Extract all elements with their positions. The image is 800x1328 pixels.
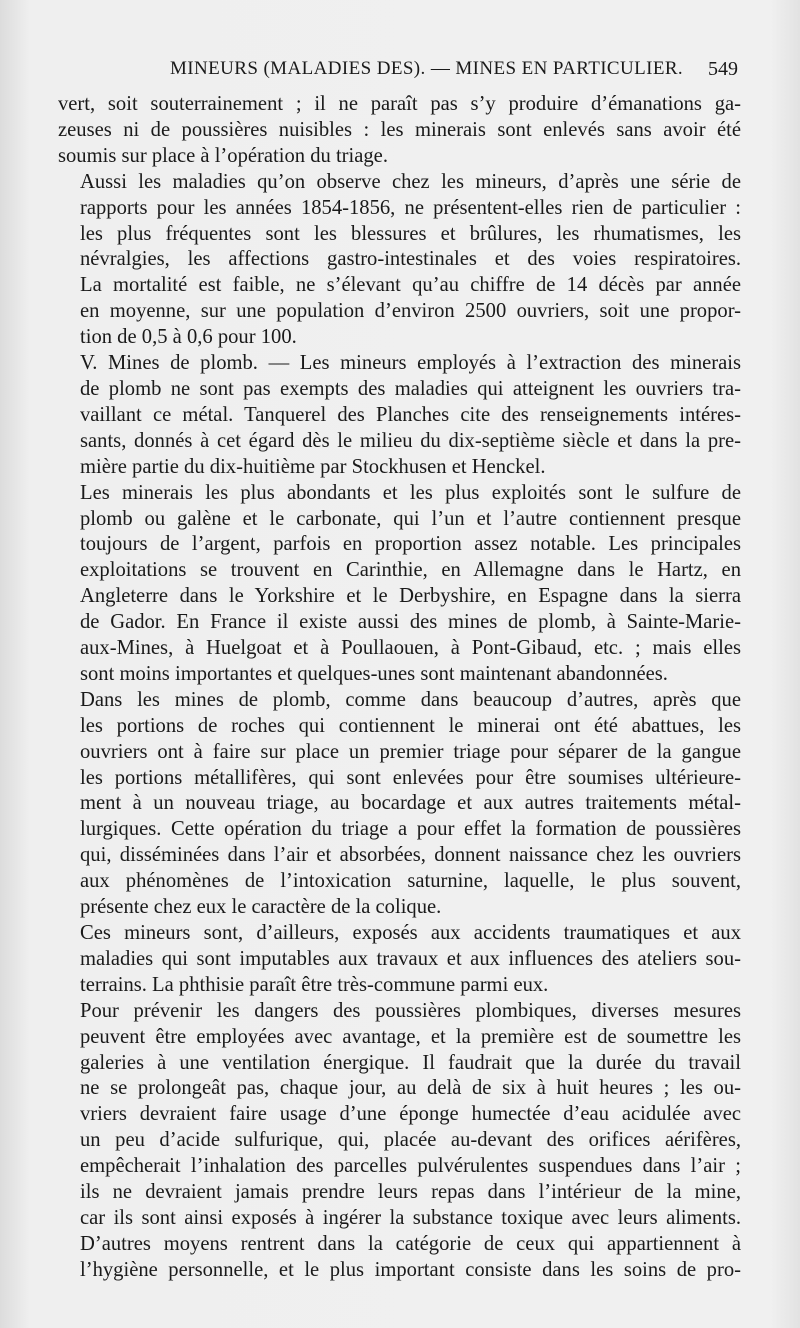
paragraph-7 — [58, 999, 741, 1284]
body-text — [58, 92, 741, 1284]
text-line: ils ne devraient jamais prendre leurs repas dans l’intérieur de la mine, — [80, 1181, 741, 1204]
text-line: zeuses ni de poussières nuisibles : les minerais sont enlevés sans avoir été — [58, 118, 741, 141]
text-line: ouvriers ont à faire sur place un premier triage pour séparer de la gangue — [80, 740, 741, 763]
text-line: soumis sur place à l’opération du triage. — [58, 144, 388, 167]
text-line: vaillant ce métal. Tanquerel des Planches cite des renseignements intéres- — [80, 403, 741, 426]
text-line: Angleterre dans le Yorkshire et le Derbyshire, en Espagne dans la sierra — [80, 585, 741, 608]
text-line: Dans les mines de plomb, comme dans beaucoup d’autres, après que — [80, 688, 741, 711]
page-number: 549 — [708, 58, 738, 80]
text-line: les portions métallifères, qui sont enlevées pour être soumises ultérieure- — [80, 766, 741, 789]
text-line: les plus fréquentes sont les blessures et brûlures, les rhumatismes, les — [80, 222, 741, 245]
running-title: MINEURS (MALADIES DES). — MINES EN PARTICULIER. — [170, 58, 684, 79]
text-line: Les minerais les plus abondants et les plus exploités sont le sulfure de — [80, 481, 741, 504]
paragraph-5 — [58, 688, 741, 921]
paragraph-2 — [58, 170, 741, 351]
text-line: exploitations se trouvent en Carinthie, en Allemagne dans le Hartz, en — [80, 559, 741, 582]
text-line: aux phénomènes de l’intoxication saturnine, laquelle, le plus souvent, — [80, 870, 741, 893]
text-line: D’autres moyens rentrent dans la catégorie de ceux qui appartiennent à — [80, 1232, 741, 1255]
paragraph-1 — [58, 92, 741, 170]
text-line: terrains. La phthisie paraît être très-commune parmi eux. — [80, 973, 549, 996]
text-line: ne se prolongeât pas, chaque jour, au delà de six à huit heures ; les ou- — [80, 1077, 741, 1100]
text-line: l’hygiène personnelle, et le plus important consiste dans les soins de pro- — [80, 1258, 741, 1281]
text-line: plomb ou galène et le carbonate, qui l’un et l’autre contiennent presque — [80, 507, 741, 530]
text-line: car ils sont ainsi exposés à ingérer la substance toxique avec leurs aliments. — [80, 1206, 741, 1229]
text-line: aux-Mines, à Huelgoat et à Poullaouen, à Pont-Gibaud, etc. ; mais elles — [80, 637, 741, 660]
text-line: Pour prévenir les dangers des poussières plombiques, diverses mesures — [80, 999, 741, 1022]
paragraph-3-section-v — [58, 351, 741, 481]
text-line: toujours de l’argent, parfois en proportion assez notable. Les principales — [80, 533, 741, 556]
text-line: de plomb ne sont pas exempts des maladies qui atteignent les ouvriers tra- — [80, 377, 741, 400]
text-line: lurgiques. Cette opération du triage a pour effet la formation de poussières — [80, 818, 741, 841]
text-line: La mortalité est faible, ne s’élevant qu’au chiffre de 14 décès par année — [80, 274, 741, 297]
page-header — [58, 58, 738, 88]
text-line: vriers devraient faire usage d’une éponge humectée d’eau acidulée avec — [80, 1103, 741, 1126]
text-line: sants, donnés à cet égard dès le milieu du dix-septième siècle et dans la pre- — [80, 429, 741, 452]
text-line: peuvent être employées avec avantage, et la première est de soumettre les — [80, 1025, 741, 1048]
text-line: qui, disséminées dans l’air et absorbées, donnent naissance chez les ouvriers — [80, 844, 741, 867]
text-line: mière partie du dix-huitième par Stockhusen et Henckel. — [80, 455, 546, 478]
text-line: un peu d’acide sulfurique, qui, placée au-devant des orifices aérifères, — [80, 1129, 741, 1152]
text-line: en moyenne, sur une population d’environ 2500 ouvriers, soit une propor- — [80, 300, 741, 323]
text-line: les portions de roches qui contiennent le minerai ont été abattues, les — [80, 714, 741, 737]
paragraph-4 — [58, 481, 741, 688]
text-line: rapports pour les années 1854-1856, ne présentent-elles rien de particulier : — [80, 196, 741, 219]
text-line: sont moins importantes et quelques-unes sont maintenant abandonnées. — [80, 662, 668, 685]
text-line: de Gador. En France il existe aussi des mines de plomb, à Sainte-Marie- — [80, 611, 741, 634]
text-line: empêcherait l’inhalation des parcelles pulvérulentes suspendues dans l’air ; — [80, 1155, 741, 1178]
text-line: ment à un nouveau triage, au bocardage et aux autres traitements métal- — [80, 792, 741, 815]
text-line: névralgies, les affections gastro-intestinales et des voies respiratoires. — [80, 248, 741, 271]
text-line: vert, soit souterrainement ; il ne paraît pas s’y produire d’émanations ga- — [58, 93, 741, 115]
text-line: Aussi les maladies qu’on observe chez les mineurs, d’après une série de — [80, 170, 741, 193]
paragraph-6 — [58, 921, 741, 999]
section-heading-line: V. Mines de plomb. — Les mineurs employés à l’extraction des minerais — [80, 352, 741, 375]
text-line: maladies qui sont imputables aux travaux et aux influences des ateliers sou- — [80, 947, 741, 970]
text-line: galeries à une ventilation énergique. Il faudrait que la durée du travail — [80, 1051, 741, 1074]
text-line: présente chez eux le caractère de la colique. — [80, 896, 442, 919]
text-line: tion de 0,5 à 0,6 pour 100. — [80, 326, 297, 349]
text-line: Ces mineurs sont, d’ailleurs, exposés aux accidents traumatiques et aux — [80, 922, 741, 944]
